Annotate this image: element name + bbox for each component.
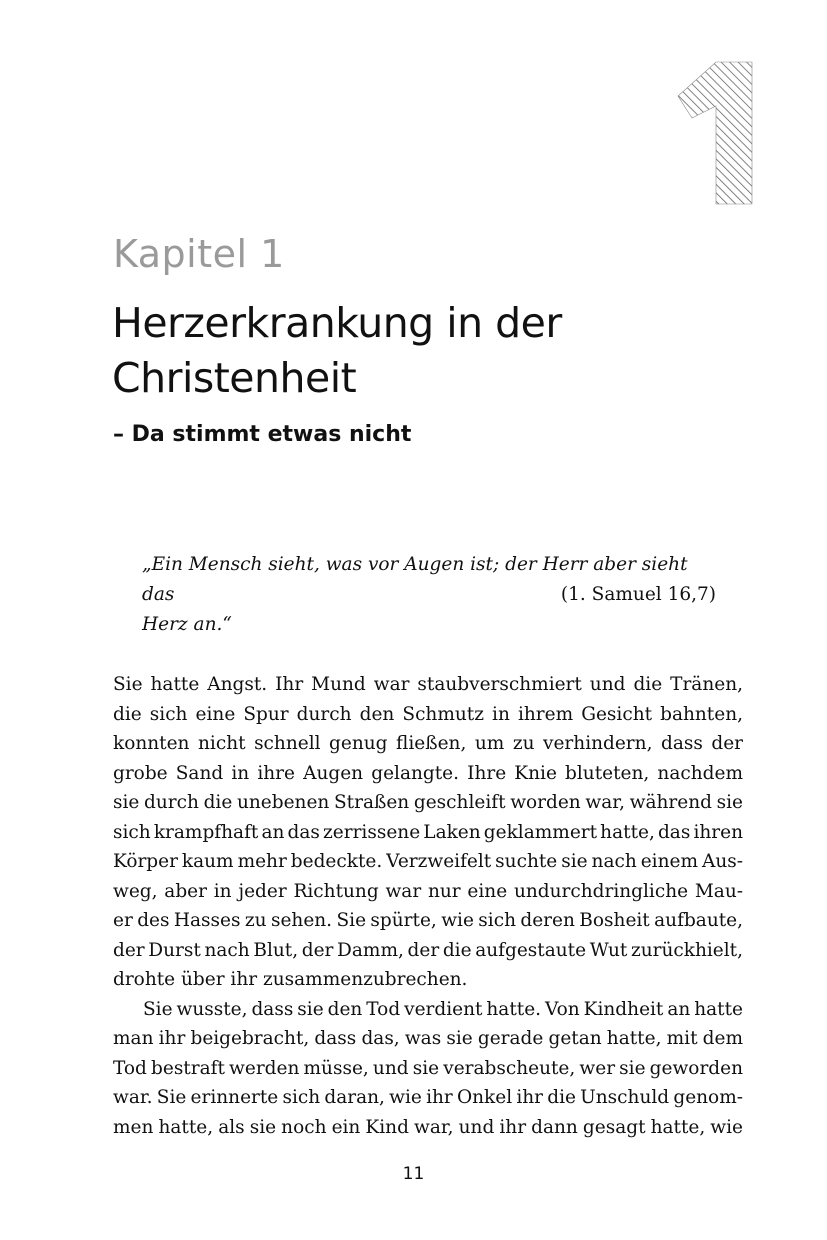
body-line: sie durch die unebenen Straßen geschleift worden war, während sie [113,792,743,813]
body-line: Sie hatte Angst. Ihr Mund war staubverschmiert und die Tränen, [113,674,743,695]
chapter-title: Herzerkrankung in der Christenheit [112,299,562,402]
body-line: er des Hasses zu sehen. Sie spürte, wie sich deren Bosheit aufbaute, [113,910,743,931]
body-line: sich krampfhaft an das zerrissene Laken geklammert hatte, das ihren [113,821,743,843]
body-line: die sich eine Spur durch den Schmutz in ihrem Gesicht bahnten, [113,703,743,725]
epigraph-line-1: „Ein Mensch sieht, was vor Augen ist; der Herr aber sieht das [142,554,688,605]
chapter-subtitle: – Da stimmt etwas nicht [113,422,412,447]
page-number: 11 [402,1164,425,1184]
body-line: men hatte, als sie noch ein Kind war, und ihr dann gesagt hatte, wie [113,1116,743,1138]
epigraph [142,550,716,640]
chapter-label: Kapitel 1 [113,232,285,276]
body-line: man ihr beigebracht, dass das, was sie gerade getan hatte, mit dem [113,1028,743,1049]
body-line: konnten nicht schnell genug fließen, um zu verhindern, dass der [113,733,743,754]
epigraph-line-2: Herz an.“ [142,614,232,635]
body-line: weg, aber in jeder Richtung war nur eine undurchdringliche Mau- [113,880,743,902]
body-line: Körper kaum mehr bedeckte. Verzweifelt suchte sie nach einem Aus- [113,851,743,872]
body-text [113,670,743,1142]
body-line: der Durst nach Blut, der Damm, der die aufgestaute Wut zurückhielt, [113,939,743,961]
chapter-number-graphic [676,60,756,206]
body-line: war. Sie erinnerte sich daran, wie ihr Onkel ihr die Unschuld genom- [113,1087,743,1108]
body-line: Tod bestraft werden müsse, und sie verabscheute, wer sie geworden [113,1057,743,1079]
body-line: drohte über ihr zusammenzubrechen. [113,969,468,990]
body-line: grobe Sand in ihre Augen gelangte. Ihre Knie bluteten, nachdem [113,762,743,784]
body-line: Sie wusste, dass sie den Tod verdient hatte. Von Kindheit an hatte [143,998,743,1020]
epigraph-source: (1. Samuel 16,7) [560,584,716,605]
